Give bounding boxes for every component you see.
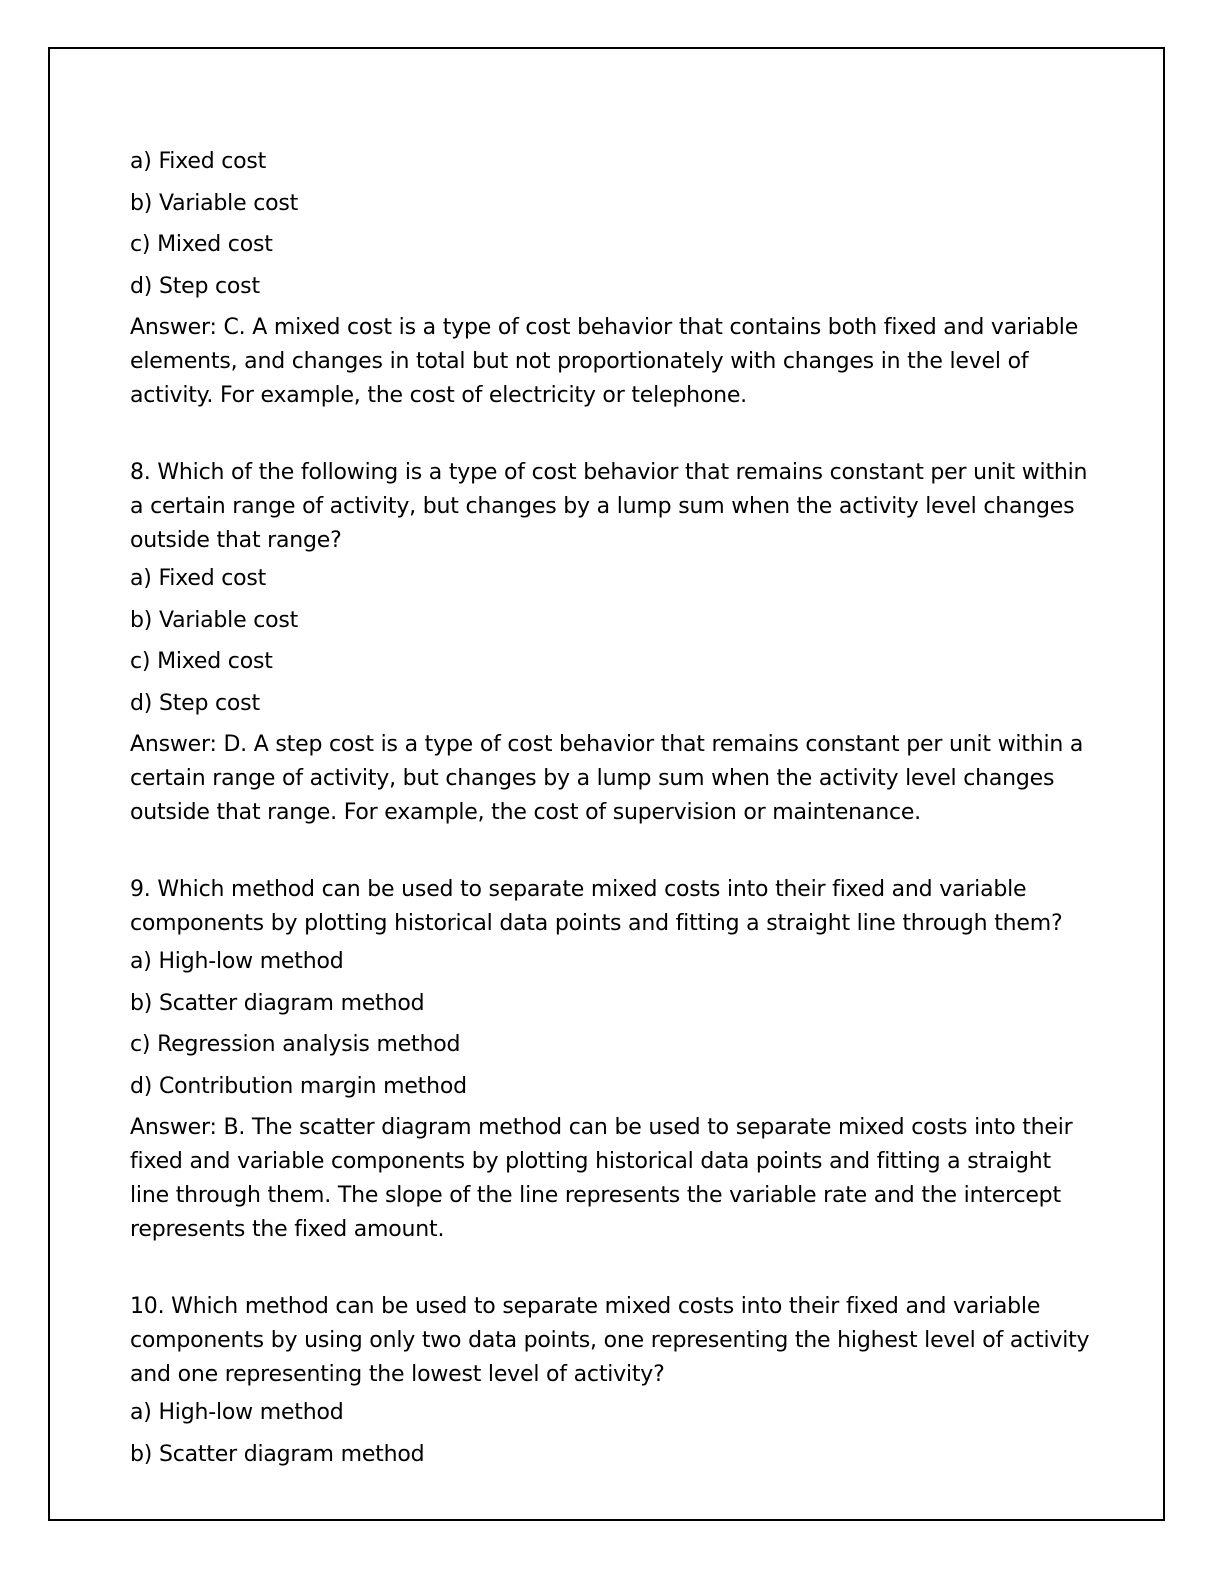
- question-7-remainder: [130, 141, 1090, 413]
- option-c: c) Mixed cost: [130, 649, 273, 674]
- question-text: 8. Which of the following is a type of cost behavior that remains constant per unit within a certain range of activity, but changes by a lump sum when the activity level changes outside that range?: [130, 460, 1088, 553]
- option-b: b) Variable cost: [130, 190, 299, 216]
- option-a: a) Fixed cost: [130, 566, 267, 591]
- option-b: b) Scatter diagram method: [130, 1441, 425, 1467]
- page-border: [48, 47, 1165, 1521]
- option-d: d) Step cost: [130, 273, 260, 299]
- question-10: [130, 1290, 1090, 1475]
- answer-text: Answer: C. A mixed cost is a type of cost behavior that contains both fixed and variable elements, and changes in total but not proportionately with changes in the level of activity. For example, the cost of electricity or telephone.: [130, 315, 1079, 408]
- spacer: [130, 1247, 1090, 1290]
- option-d: d) Contribution margin method: [130, 1073, 467, 1099]
- question-text: 9. Which method can be used to separate mixed costs into their fixed and variable components by plotting historical data points and fitting a straight line through them?: [130, 877, 1063, 936]
- option-b: b) Variable cost: [130, 607, 299, 633]
- document-content: [130, 141, 1090, 1475]
- option-c: c) Mixed cost: [130, 232, 273, 257]
- question-text: 10. Which method can be used to separate mixed costs into their fixed and variable components by using only two data points, one representing the highest level of activity and one representing the lowest level of activity?: [130, 1294, 1090, 1387]
- option-a: a) Fixed cost: [130, 149, 267, 174]
- option-c: c) Regression analysis method: [130, 1032, 461, 1057]
- question-8: [130, 456, 1090, 830]
- option-b: b) Scatter diagram method: [130, 990, 425, 1016]
- answer-text: Answer: B. The scatter diagram method can be used to separate mixed costs into their fixed and variable components by plotting historical data points and fitting a straight line through them. The slope of the line represents the variable rate and the intercept represents the fixed amount.: [130, 1115, 1073, 1242]
- question-9: [130, 873, 1090, 1247]
- option-a: a) High-low method: [130, 949, 344, 974]
- spacer: [130, 830, 1090, 873]
- option-d: d) Step cost: [130, 690, 260, 716]
- option-a: a) High-low method: [130, 1400, 344, 1425]
- spacer: [130, 413, 1090, 456]
- answer-text: Answer: D. A step cost is a type of cost behavior that remains constant per unit within a certain range of activity, but changes by a lump sum when the activity level changes outside that range. For example, the cost of supervision or maintenance.: [130, 732, 1084, 825]
